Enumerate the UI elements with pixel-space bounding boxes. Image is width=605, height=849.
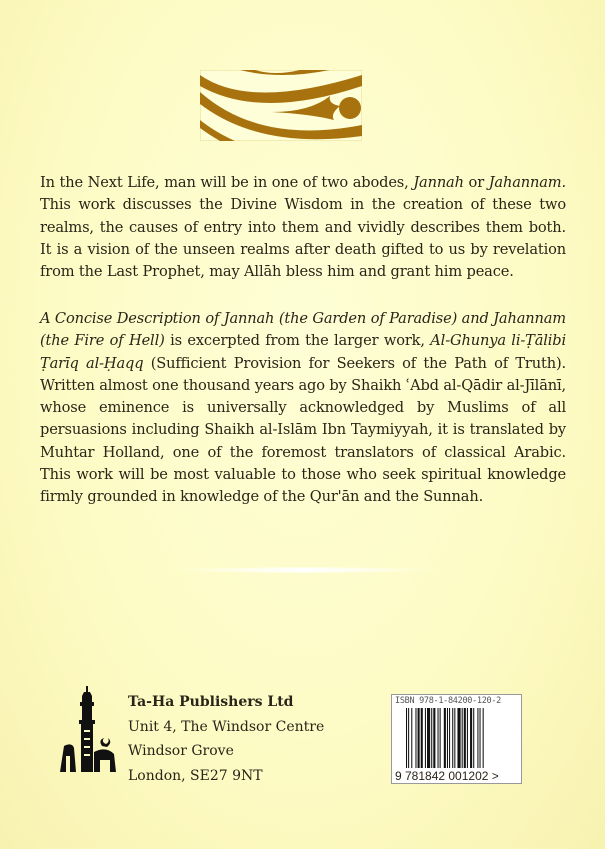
term-jahannam: Jahannam. [488, 174, 566, 191]
publisher-logo [60, 686, 116, 772]
book-title: A Concise Description of Jannah (the Garden of Paradise) and Jahannam (the Fire of Hell) [40, 310, 566, 350]
description-paragraph-2 [40, 308, 566, 509]
barcode-bar [449, 708, 450, 768]
barcode-bar [447, 708, 448, 768]
text: is excerpted from the larger work, [164, 332, 431, 350]
text: This work discusses the Divine Wisdom in the creation of these two realms, the causes of entry into them and vividly describes them both. It is a vision of the unseen realms after death gifted to us by revelation from the Last Prophet, may Allāh bless him and grant him peace. [40, 196, 566, 281]
isbn-barcode [391, 694, 522, 784]
barcode-bar [477, 708, 478, 768]
barcode-bar [406, 708, 407, 768]
barcode-bar [457, 708, 460, 768]
barcode-bars [406, 708, 510, 768]
description-paragraph-1 [40, 172, 566, 283]
barcode-bar [418, 708, 420, 768]
barcode-bar [408, 708, 409, 768]
barcode-bar [440, 708, 441, 768]
isbn-text: ISBN 978-1-84200-120-2 [395, 696, 501, 706]
barcode-bar [431, 708, 432, 768]
barcode-bar [433, 708, 435, 768]
barcode-bar [421, 708, 423, 768]
barcode-bar [483, 708, 484, 768]
barcode-bar [411, 708, 412, 768]
calligraphy-emblem [200, 70, 362, 141]
barcode-bar [444, 708, 446, 768]
barcode-bar [480, 708, 481, 768]
ean-digits: 9 781842 001202 > [395, 769, 499, 783]
barcode-bar [438, 708, 439, 768]
barcode-bar [454, 708, 455, 768]
address-line: London, SE27 9NT [128, 767, 263, 784]
text: In the Next Life, man will be in one of two abodes, [40, 174, 414, 191]
barcode-bar [452, 708, 453, 768]
barcode-bar [470, 708, 472, 768]
barcode-bar [473, 708, 474, 768]
barcode-bar [415, 708, 416, 768]
barcode-bar [464, 708, 466, 768]
barcode-bar [425, 708, 426, 768]
barcode-bar [427, 708, 430, 768]
divider-ornament [170, 566, 440, 574]
publisher-name: Ta-Ha Publishers Ltd [128, 694, 294, 710]
publisher-info [128, 690, 324, 788]
text: or [463, 174, 489, 191]
barcode-bar [467, 708, 468, 768]
address-line: Windsor Grove [128, 743, 234, 759]
source-work-title: Al-Ghunya li-Ṭālibi Ṭarīq al-Ḥaqq [40, 332, 566, 372]
barcode-bar [462, 708, 463, 768]
text: (Sufficient Provision for Seekers of the Path of Truth). Written almost one thousand years ago by Shaikh ʿAbd al-Qādir al-Jīlānī, whose eminence is universally acknowledged by Muslims of all persuasions including Shaikh al-Islām Ibn Taymiyyah, it is translated by Muhtar Holland, one of the foremost translators of classical Arabic. This work will be most valuable to those who seek spiritual knowledge firmly grounded in knowledge of the Qur'ān and the Sunnah. [40, 354, 566, 506]
address-line: Unit 4, The Windsor Centre [128, 718, 325, 735]
term-jannah: Jannah [413, 174, 464, 191]
